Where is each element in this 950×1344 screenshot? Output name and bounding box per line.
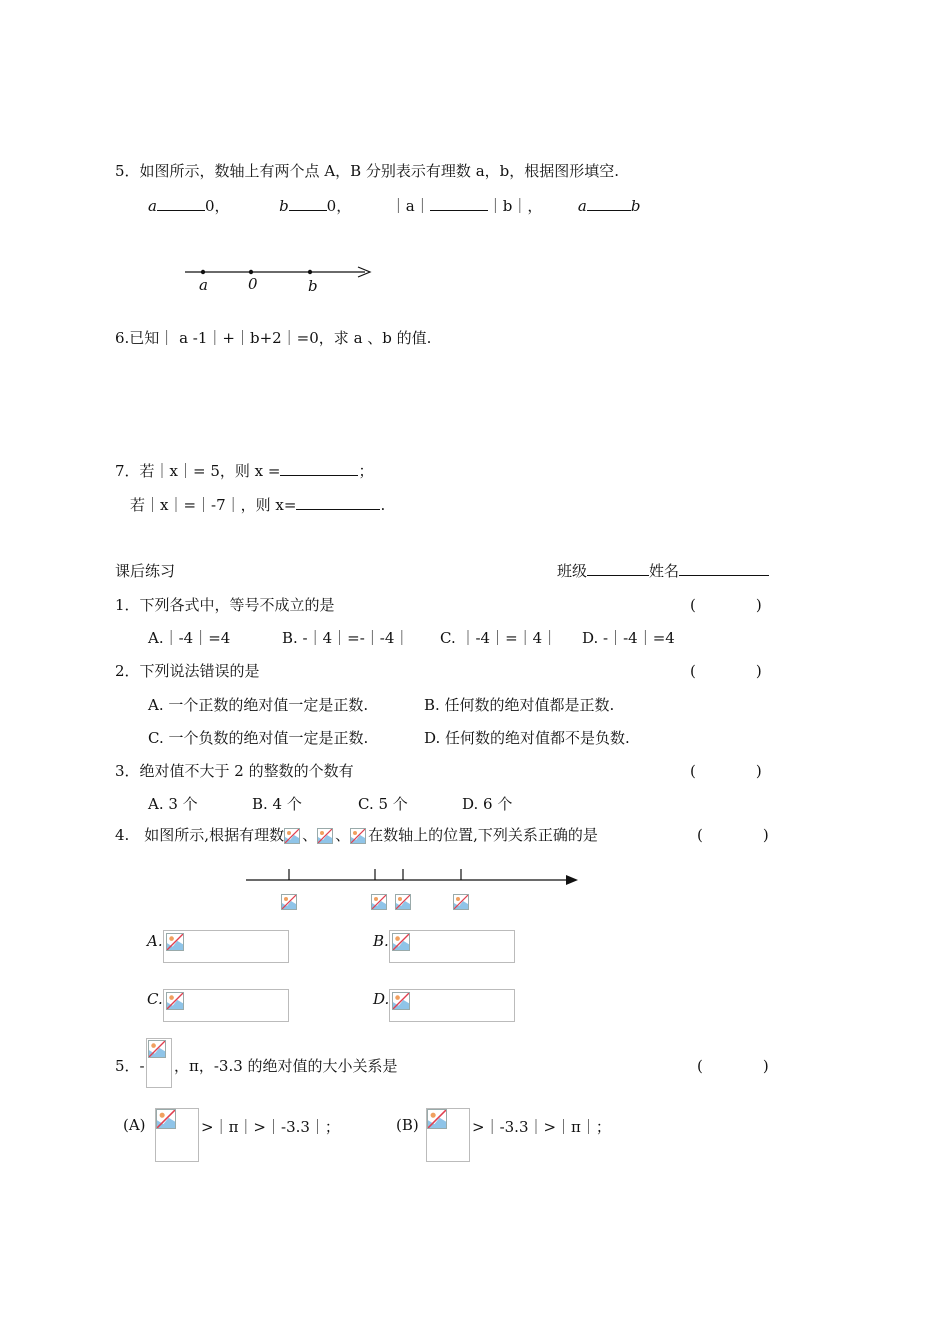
hw4-option-d-label: D.: [373, 990, 390, 1008]
q5-blank-1[interactable]: [157, 209, 205, 211]
name-label: 姓名: [649, 562, 680, 580]
q7-line-2: [130, 494, 385, 515]
broken-image-icon: [395, 894, 411, 910]
broken-image-icon: [156, 1109, 176, 1129]
q7-line-1: [115, 460, 373, 481]
q5-axis-label-a: a: [199, 276, 208, 294]
hw3-stem: 3．绝对值不大于 2 的整数的个数有: [115, 762, 354, 780]
q5-b: b: [279, 197, 289, 215]
broken-image-icon: [350, 828, 368, 844]
broken-image-icon: [427, 1109, 447, 1129]
q5-blank-3[interactable]: [430, 209, 488, 211]
hw4-option-b-label: B.: [373, 932, 389, 950]
q5-b2: b: [630, 197, 641, 215]
hw4-number-line: [244, 866, 584, 890]
hw2-option-b: B. 任何数的绝对值都是正数.: [424, 696, 615, 714]
hw1-stem: 1．下列各式中，等号不成立的是: [115, 596, 335, 614]
q5-blank-4[interactable]: [587, 209, 631, 211]
broken-image-icon: [371, 894, 387, 910]
q5-fill-line: [148, 195, 640, 216]
hw3-option-c: C. 5 个: [358, 795, 408, 813]
hw4-stem: [115, 824, 598, 845]
q7-blank-2[interactable]: [296, 508, 380, 510]
hw5-stem-post: ，π，-3.3 的绝对值的大小关系是: [174, 1057, 398, 1075]
hw4-stem-pre: 4. 如图所示,根据有理数: [115, 826, 285, 844]
hw4-option-c-label: C.: [147, 990, 163, 1008]
hw4-sep2: 、: [335, 826, 351, 844]
hw1-option-d: D. -｜-4｜=4: [582, 629, 675, 647]
hw1-option-b: B. -｜4｜=-｜-4｜: [282, 629, 410, 647]
q5-abs-a: ｜a｜: [390, 197, 430, 215]
q5-axis-label-0: 0: [248, 275, 258, 293]
q7-line1-post: ；: [358, 462, 374, 480]
broken-image-icon: [166, 933, 184, 951]
broken-image-icon: [453, 894, 469, 910]
homework-title: 课后练习: [115, 562, 176, 580]
hw5-paren: ( ): [697, 1057, 769, 1075]
name-blank[interactable]: [679, 574, 769, 576]
q5-a: a: [148, 197, 157, 215]
q7-line1-pre: 7．若｜x｜= 5，则 x =: [115, 462, 281, 480]
broken-image-icon: [166, 992, 184, 1010]
hw1-option-a: A.｜-4｜=4: [148, 629, 231, 647]
hw5-option-a-text: >｜π｜>｜-3.3｜；: [201, 1118, 340, 1136]
hw1-option-c: C. ｜-4｜=｜4｜: [440, 629, 558, 647]
hw2-paren: ( ): [690, 662, 762, 680]
class-blank[interactable]: [587, 574, 649, 576]
q7-line2-post: .: [380, 496, 386, 514]
hw4-paren: ( ): [697, 826, 769, 844]
q5-stem: 5．如图所示，数轴上有两个点 A，B 分别表示有理数 a，b，根据图形填空.: [115, 162, 620, 180]
hw3-paren: ( ): [690, 762, 762, 780]
hw5-option-b-text: >｜-3.3｜>｜π｜；: [472, 1118, 611, 1136]
hw3-option-d: D. 6 个: [462, 795, 513, 813]
broken-image-icon: [284, 828, 302, 844]
broken-image-icon: [392, 933, 410, 951]
hw2-option-d: D. 任何数的绝对值都不是负数.: [424, 729, 630, 747]
q5-blank-2[interactable]: [289, 209, 327, 211]
q5-abs-b: ｜b｜，: [487, 197, 543, 215]
hw5-option-b-label: (B): [396, 1116, 419, 1134]
q7-line2-pre: 若｜x｜=｜-7｜，则 x=: [130, 496, 297, 514]
hw1-paren: ( ): [690, 596, 762, 614]
broken-image-icon: [281, 894, 297, 910]
hw4-stem-post: 在数轴上的位置,下列关系正确的是: [368, 826, 598, 844]
hw2-option-c: C. 一个负数的绝对值一定是正数.: [148, 729, 369, 747]
hw3-option-b: B. 4 个: [252, 795, 302, 813]
q5-number-line: [180, 262, 380, 282]
broken-image-icon: [317, 828, 335, 844]
q5-a2: a: [577, 197, 587, 215]
hw5-option-a-label: (A): [123, 1116, 146, 1134]
q6-stem: 6.已知｜ a -1｜+｜b+2｜=0，求 a 、b 的值.: [115, 329, 432, 347]
q5-zero-2: 0，: [326, 197, 352, 215]
hw2-stem: 2．下列说法错误的是: [115, 662, 260, 680]
homework-class-name: [557, 560, 769, 581]
broken-image-icon: [148, 1040, 166, 1058]
hw3-option-a: A. 3 个: [148, 795, 198, 813]
hw5-stem-pre: 5．-: [115, 1057, 145, 1075]
q7-blank-1[interactable]: [280, 474, 358, 476]
q5-zero-1: 0，: [204, 197, 230, 215]
hw4-option-a-label: A.: [147, 932, 163, 950]
q5-axis-label-b: b: [308, 277, 318, 295]
class-label: 班级: [557, 562, 588, 580]
hw4-sep1: 、: [302, 826, 318, 844]
hw2-option-a: A. 一个正数的绝对值一定是正数.: [148, 696, 369, 714]
broken-image-icon: [392, 992, 410, 1010]
